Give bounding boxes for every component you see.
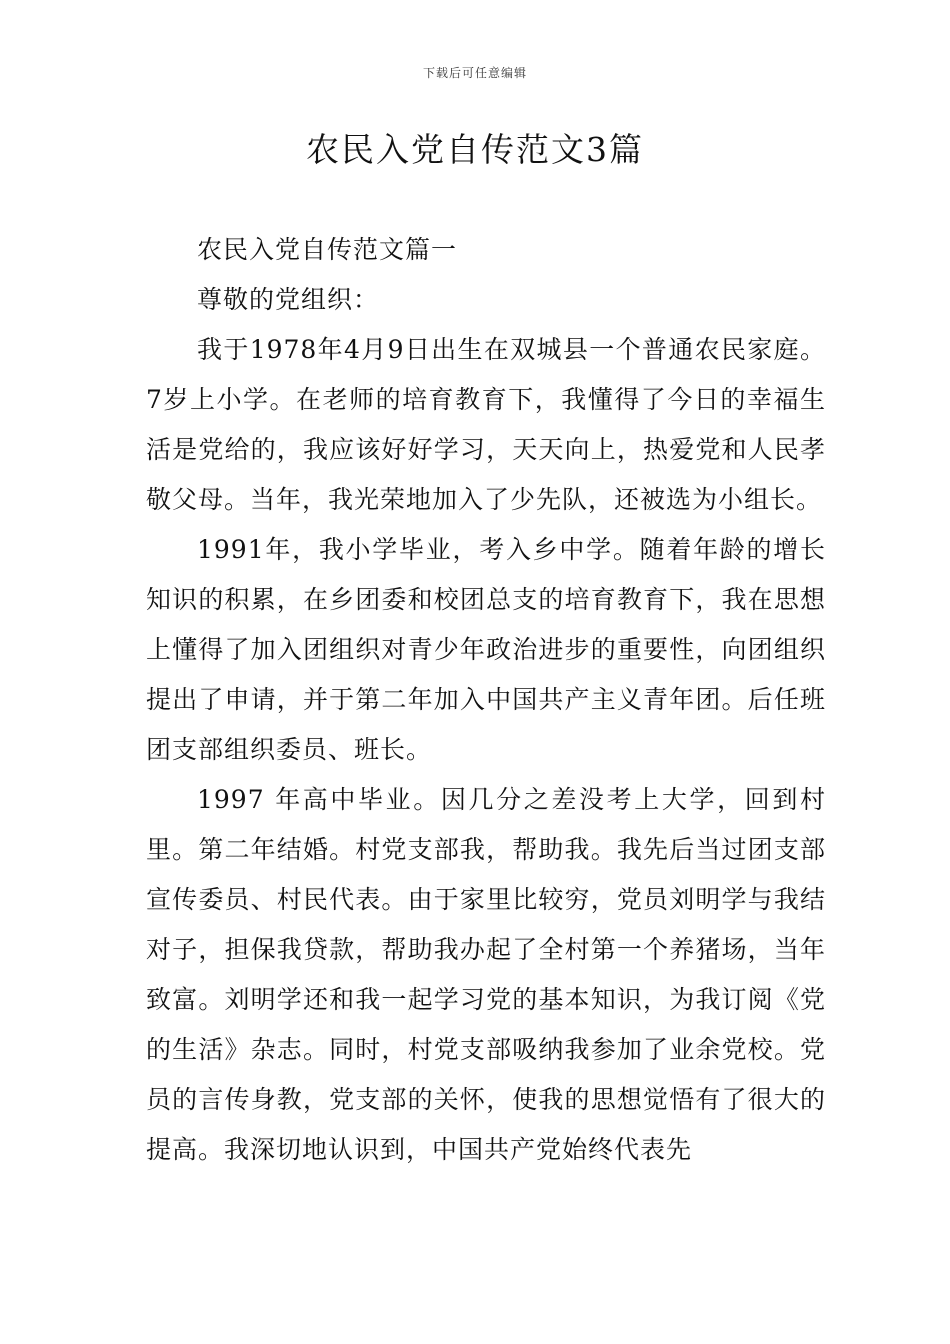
- section-heading: 农民入党自传范文篇一: [197, 235, 458, 264]
- document-title: 农民入党自传范文3篇: [306, 130, 644, 169]
- header-note: 下载后可任意编辑: [422, 66, 527, 80]
- paragraph-3: 1997 年高中毕业。因几分之差没考上大学，回到村里。第二年结婚。村党支部我，帮助我。我先后当过团支部宣传委员、村民代表。由于家里比较穷，党员刘明学与我结对子，担保我贷款，帮助我办起了全村第一个养猪场，当年致富。刘明学还和我一起学习党的基本知识，为我订阅《党的生活》杂志。同时，村党支部吸纳我参加了业余党校。党员的言传身教，党支部的关怀，使我的思想觉悟有了很大的提高。我深切地认识到，中国共产党始终代表先: [146, 785, 826, 1164]
- salutation: 尊敬的党组织：: [197, 285, 380, 314]
- paragraph-1: 我于1978年4月9日出生在双城县一个普通农民家庭。7岁上小学。在老师的培育教育下，我懂得了今日的幸福生活是党给的，我应该好好学习，天天向上，热爱党和人民孝敬父母。当年，我光荣地加入了少先队，还被选为小组长。: [146, 335, 826, 514]
- document-body: [146, 225, 826, 1175]
- paragraph-2: 1991年，我小学毕业，考入乡中学。随着年龄的增长知识的积累，在乡团委和校团总支的培育教育下，我在思想上懂得了加入团组织对青少年政治进步的重要性，向团组织提出了申请，并于第二年加入中国共产主义青年团。后任班团支部组织委员、班长。: [146, 535, 826, 764]
